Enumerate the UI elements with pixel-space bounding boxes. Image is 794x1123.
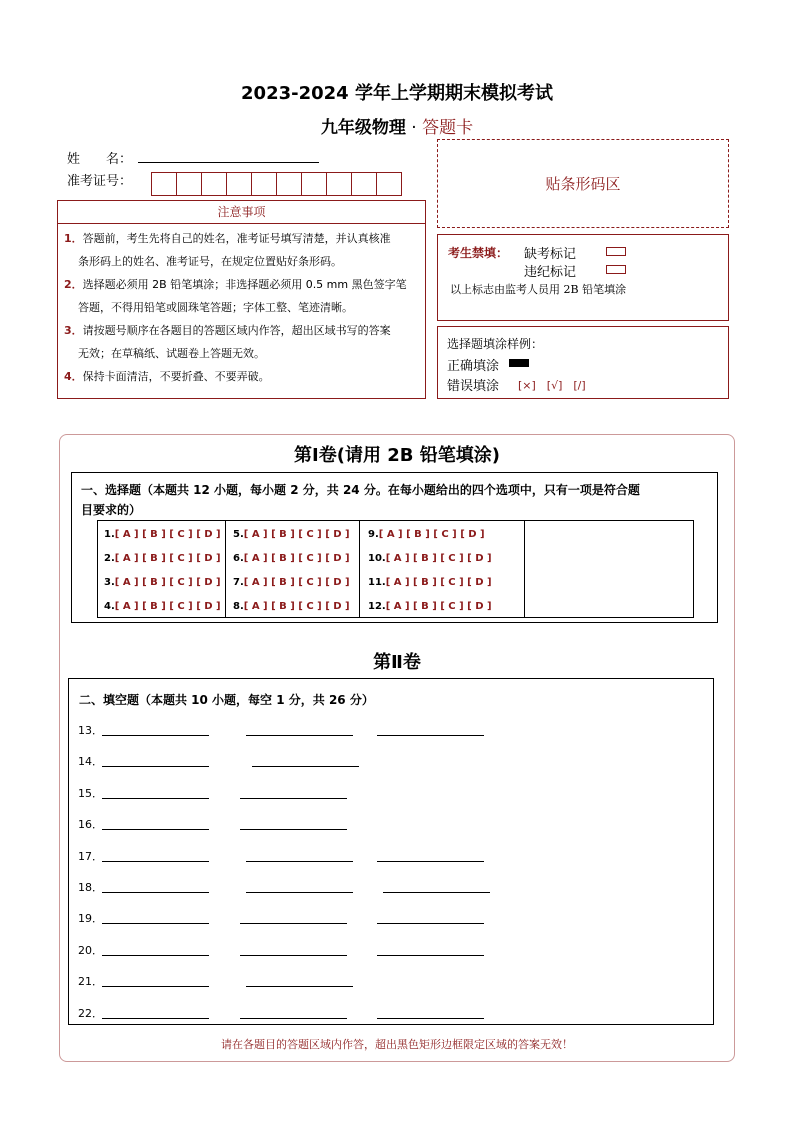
fill-question-number: 13． bbox=[78, 724, 103, 737]
wrong-fill-samples: [×] [√] [/] bbox=[518, 379, 586, 392]
notice-item-3: 3．请按题号顺序在各题目的答题区域内作答，超出区域书写的答案 bbox=[64, 324, 391, 337]
subtitle-dot: · bbox=[411, 118, 417, 138]
answer-blank[interactable] bbox=[102, 735, 209, 736]
answer-blank[interactable] bbox=[102, 923, 209, 924]
mc-column-1 bbox=[98, 521, 226, 617]
absent-mark-label: 缺考标记 bbox=[524, 247, 577, 262]
exam-subtitle bbox=[0, 113, 794, 138]
answer-blank[interactable] bbox=[240, 798, 347, 799]
answer-blank[interactable] bbox=[377, 1018, 484, 1019]
fill-blank-intro: 二、填空题（本题共 10 小题，每空 1 分，共 26 分） bbox=[79, 693, 374, 707]
answer-blank[interactable] bbox=[102, 955, 209, 956]
answer-blank[interactable] bbox=[377, 735, 484, 736]
violation-mark-label: 违纪标记 bbox=[524, 265, 577, 280]
mc-question[interactable]: 2.[ A ] [ B ] [ C ] [ D ] bbox=[104, 553, 221, 564]
correct-fill-sample bbox=[509, 359, 529, 367]
answer-blank[interactable] bbox=[246, 892, 353, 893]
mc-column-empty bbox=[525, 521, 693, 617]
mc-question[interactable]: 10.[ A ] [ B ] [ C ] [ D ] bbox=[368, 553, 492, 564]
id-number-boxes[interactable] bbox=[151, 172, 402, 196]
answer-blank[interactable] bbox=[240, 1018, 347, 1019]
part2-title: 第Ⅱ卷 bbox=[373, 652, 421, 673]
name-label: 姓 名： bbox=[67, 152, 133, 167]
mc-question[interactable]: 4.[ A ] [ B ] [ C ] [ D ] bbox=[104, 601, 221, 612]
fill-question-number: 20． bbox=[78, 944, 103, 957]
fill-question-number: 14． bbox=[78, 755, 103, 768]
answer-blank[interactable] bbox=[252, 766, 359, 767]
fill-question-number: 15． bbox=[78, 787, 103, 800]
mc-answer-grid bbox=[97, 520, 694, 618]
mc-question[interactable]: 7.[ A ] [ B ] [ C ] [ D ] bbox=[233, 577, 350, 588]
mc-question[interactable]: 3.[ A ] [ B ] [ C ] [ D ] bbox=[104, 577, 221, 588]
examiner-only-box bbox=[437, 234, 729, 321]
violation-mark-box[interactable] bbox=[606, 265, 626, 274]
mc-question[interactable]: 8.[ A ] [ B ] [ C ] [ D ] bbox=[233, 601, 350, 612]
notice-box bbox=[57, 200, 426, 399]
notice-item-2: 2．选择题必须用 2B 铅笔填涂；非选择题必须用 0.5 mm 黑色签字笔 bbox=[64, 278, 407, 291]
answer-blank[interactable] bbox=[240, 829, 347, 830]
fill-question-number: 22． bbox=[78, 1007, 103, 1020]
answer-blank[interactable] bbox=[246, 735, 353, 736]
barcode-area bbox=[437, 139, 729, 228]
part1-title: 第Ⅰ卷(请用 2B 铅笔填涂) bbox=[294, 445, 500, 466]
id-label: 准考证号： bbox=[67, 174, 133, 189]
answer-blank[interactable] bbox=[102, 1018, 209, 1019]
answer-blank[interactable] bbox=[102, 766, 209, 767]
mc-question[interactable]: 12.[ A ] [ B ] [ C ] [ D ] bbox=[368, 601, 492, 612]
mc-intro-line1: 一、选择题（本题共 12 小题，每小题 2 分，共 24 分。在每小题给出的四个选项中，只有一项是符合题 bbox=[81, 483, 640, 497]
name-field[interactable] bbox=[138, 162, 319, 163]
exam-title: 2023-2024 学年上学期期末模拟考试 bbox=[241, 83, 553, 104]
answer-blank[interactable] bbox=[383, 892, 490, 893]
mc-column-2 bbox=[226, 521, 360, 617]
mc-column-3 bbox=[360, 521, 525, 617]
mc-intro-line2: 目要求的） bbox=[81, 503, 142, 517]
mc-question[interactable]: 1.[ A ] [ B ] [ C ] [ D ] bbox=[104, 529, 221, 540]
fill-question-number: 17． bbox=[78, 850, 103, 863]
fill-question-number: 19． bbox=[78, 912, 103, 925]
notice-item-3-cont: 无效；在草稿纸、试题卷上答题无效。 bbox=[78, 347, 265, 360]
mc-question[interactable]: 11.[ A ] [ B ] [ C ] [ D ] bbox=[368, 577, 492, 588]
answer-blank[interactable] bbox=[246, 861, 353, 862]
answer-blank[interactable] bbox=[377, 955, 484, 956]
correct-fill-label: 正确填涂 bbox=[447, 359, 500, 374]
notice-item-1: 1．答题前，考生先将自己的姓名，准考证号填写清楚，并认真核准 bbox=[64, 232, 391, 245]
notice-item-2-cont: 答题，不得用铅笔或圆珠笔答题；字体工整、笔迹清晰。 bbox=[78, 301, 353, 314]
answer-blank[interactable] bbox=[102, 861, 209, 862]
notice-item-1-cont: 条形码上的姓名、准考证号，在规定位置贴好条形码。 bbox=[78, 255, 342, 268]
fill-question-number: 18． bbox=[78, 881, 103, 894]
absent-mark-box[interactable] bbox=[606, 247, 626, 256]
notice-title: 注意事项 bbox=[58, 201, 425, 224]
answer-blank[interactable] bbox=[102, 986, 209, 987]
answer-blank[interactable] bbox=[246, 986, 353, 987]
mc-section bbox=[71, 472, 718, 623]
wrong-fill-label: 错误填涂 bbox=[447, 379, 500, 394]
answer-blank[interactable] bbox=[102, 829, 209, 830]
answer-blank[interactable] bbox=[240, 955, 347, 956]
forbid-note: 以上标志由监考人员用 2B 铅笔填涂 bbox=[450, 283, 627, 296]
fill-question-number: 16． bbox=[78, 818, 103, 831]
barcode-label: 贴条形码区 bbox=[545, 175, 621, 193]
notice-item-4: 4．保持卡面清洁，不要折叠、不要弄破。 bbox=[64, 370, 270, 383]
answer-blank[interactable] bbox=[102, 892, 209, 893]
answer-blank[interactable] bbox=[377, 923, 484, 924]
fill-question-number: 21． bbox=[78, 975, 103, 988]
sample-title: 选择题填涂样例： bbox=[447, 337, 544, 351]
mc-question[interactable]: 9.[ A ] [ B ] [ C ] [ D ] bbox=[368, 529, 485, 540]
card-label: 答题卡 bbox=[422, 118, 474, 138]
answer-blank[interactable] bbox=[240, 923, 347, 924]
fill-blank-section bbox=[68, 678, 714, 1025]
mc-question[interactable]: 6.[ A ] [ B ] [ C ] [ D ] bbox=[233, 553, 350, 564]
mc-question[interactable]: 5.[ A ] [ B ] [ C ] [ D ] bbox=[233, 529, 350, 540]
answer-blank[interactable] bbox=[377, 861, 484, 862]
subject-label: 九年级物理 bbox=[320, 118, 406, 138]
answer-blank[interactable] bbox=[102, 798, 209, 799]
forbid-label: 考生禁填： bbox=[448, 246, 509, 260]
fill-sample-box bbox=[437, 326, 729, 399]
footer-warning: 请在各题目的答题区域内作答，超出黑色矩形边框限定区域的答案无效！ bbox=[221, 1038, 573, 1051]
